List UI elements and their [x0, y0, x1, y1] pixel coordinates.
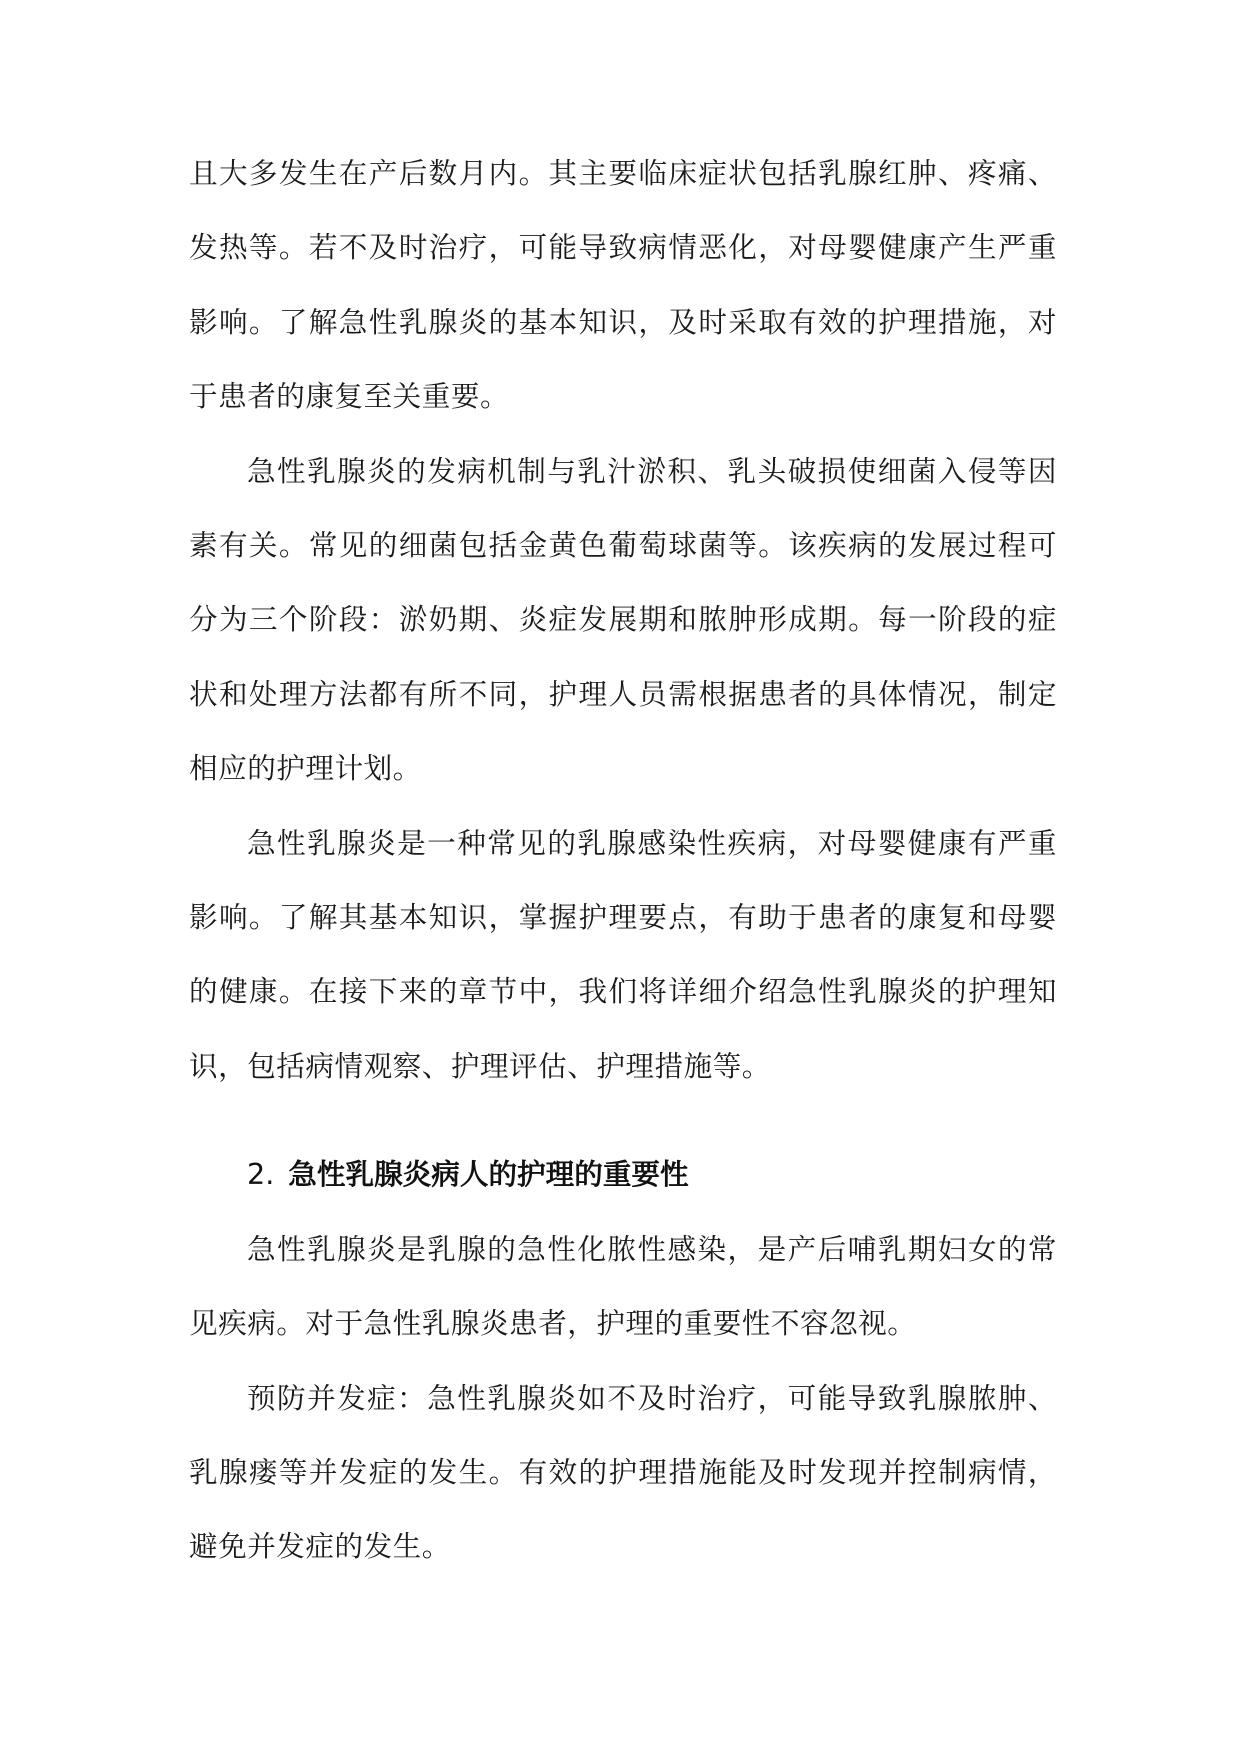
document-body: [189, 136, 1057, 1584]
section-title: 急性乳腺炎病人的护理的重要性: [288, 1157, 689, 1192]
section-heading: [189, 1137, 1057, 1211]
paragraph-continuation: 且大多发生在产后数月内。其主要临床症状包括乳腺红肿、疼痛、发热等。若不及时治疗，可能导致病情恶化，对母婴健康产生严重影响。了解急性乳腺炎的基本知识，及时采取有效的护理措施，对于患者的康复至关重要。: [189, 156, 1057, 414]
paragraph-prevent-complications: 预防并发症：急性乳腺炎如不及时治疗，可能导致乳腺脓肿、乳腺瘘等并发症的发生。有效的护理措施能及时发现并控制病情，避免并发症的发生。: [189, 1380, 1057, 1564]
section-number: 2.: [247, 1157, 275, 1192]
paragraph-importance: 急性乳腺炎是乳腺的急性化脓性感染，是产后哺乳期妇女的常见疾病。对于急性乳腺炎患者，护理的重要性不容忽视。: [189, 1231, 1057, 1341]
paragraph-summary: 急性乳腺炎是一种常见的乳腺感染性疾病，对母婴健康有严重影响。了解其基本知识，掌握护理要点，有助于患者的康复和母婴的健康。在接下来的章节中，我们将详细介绍急性乳腺炎的护理知识，包括病情观察、护理评估、护理措施等。: [189, 825, 1057, 1083]
paragraph-pathogenesis: 急性乳腺炎的发病机制与乳汁淤积、乳头破损使细菌入侵等因素有关。常见的细菌包括金黄色葡萄球菌等。该疾病的发展过程可分为三个阶段：淤奶期、炎症发展期和脓肿形成期。每一阶段的症状和处理方法都有所不同，护理人员需根据患者的具体情况，制定相应的护理计划。: [189, 453, 1057, 786]
